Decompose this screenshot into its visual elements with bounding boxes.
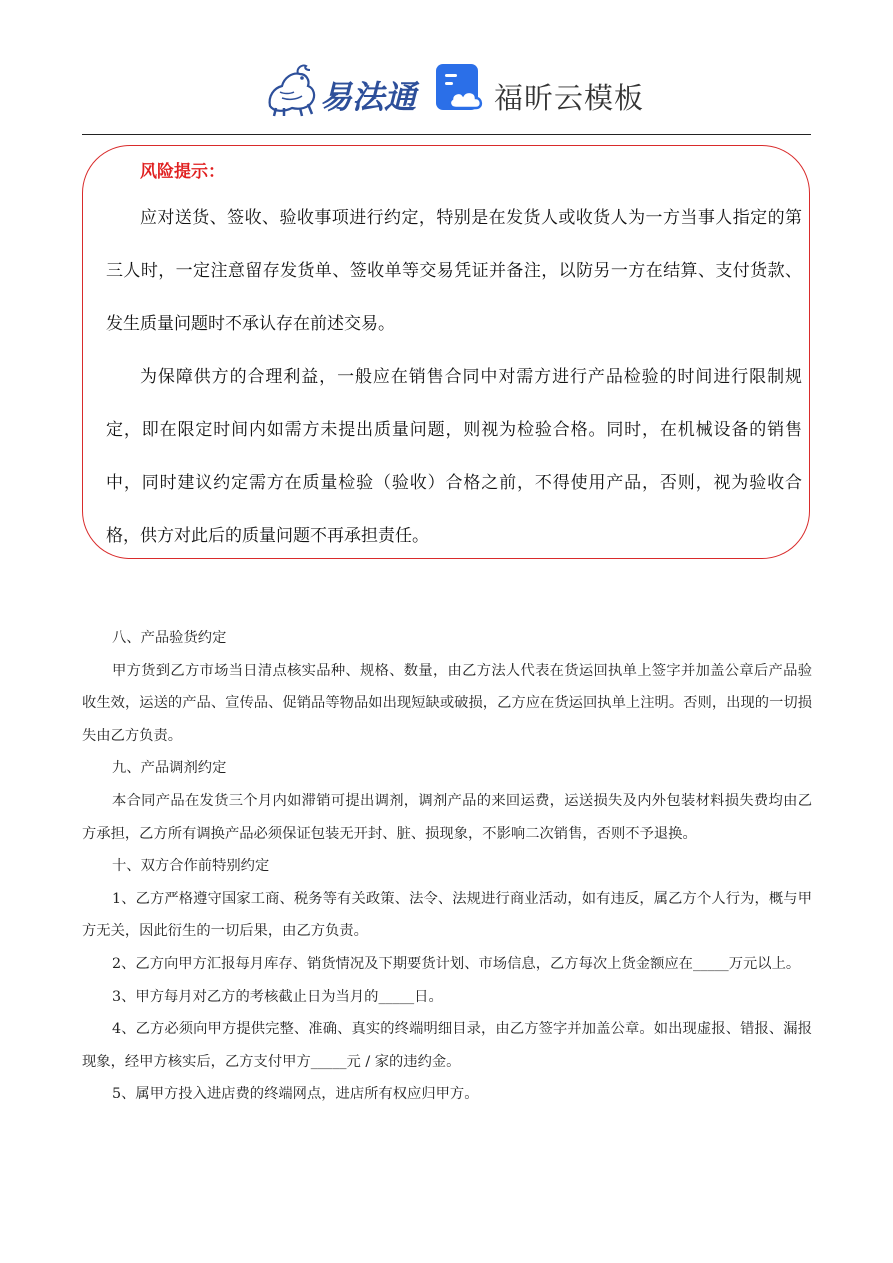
page-header — [0, 56, 893, 126]
yifatong-logo — [262, 62, 422, 120]
body-paragraph: 5、属甲方投入进店费的终端网点，进店所有权应归甲方。 — [112, 1086, 479, 1103]
cloud-document-icon — [436, 64, 486, 116]
foxit-template-logo — [436, 64, 656, 120]
contract-body — [82, 622, 812, 1111]
logo2-name: 福昕云模板 — [494, 81, 645, 115]
body-paragraph: 本合同产品在发货三个月内如滞销可提出调剂，调剂产品的来回运费，运送损失及内外包装材料损失费均由乙方承担，乙方所有调换产品必须保证包装无开封、脏、损现象，不影响二次销售，否则不予退换。 — [82, 792, 812, 842]
risk-paragraph: 为保障供方的合理利益，一般应在销售合同中对需方进行产品检验的时间进行限制规定，即在限定时间内如需方未提出质量问题，则视为检验合格。同时，在机械设备的销售中，同时建议约定需方在质量检验（验收）合格之前，不得使用产品，否则，视为验收合格，供方对此后的质量问题不再承担责任。 — [106, 367, 802, 546]
body-paragraph: 2、乙方向甲方汇报每月库存、销货情况及下期要货计划、市场信息，乙方每次上货金额应在_____万元以上。 — [112, 955, 801, 972]
header-divider — [82, 134, 811, 135]
risk-title: 风险提示： — [140, 162, 225, 182]
body-paragraph: 3、甲方每月对乙方的考核截止日为当月的_____日。 — [112, 988, 443, 1005]
section-heading: 十、双方合作前特别约定 — [112, 858, 270, 875]
qilin-mascot-icon — [262, 62, 322, 118]
section-heading: 九、产品调剂约定 — [112, 760, 227, 777]
logo1-name: 易法通 — [320, 78, 417, 116]
body-paragraph: 1、乙方严格遵守国家工商、税务等有关政策、法令、法规进行商业活动，如有违反，属乙方个人行为，概与甲方无关，因此衍生的一切后果，由乙方负责。 — [82, 890, 812, 940]
body-paragraph: 甲方货到乙方市场当日清点核实品种、规格、数量，由乙方法人代表在货运回执单上签字并加盖公章后产品验收生效，运送的产品、宣传品、促销品等物品如出现短缺或破损，乙方应在货运回执单上注明。否则，出现的一切损失由乙方负责。 — [82, 662, 812, 744]
risk-paragraph: 应对送货、签收、验收事项进行约定，特别是在发货人或收货人为一方当事人指定的第三人时，一定注意留存发货单、签收单等交易凭证并备注，以防另一方在结算、支付货款、发生质量问题时不承认存在前述交易。 — [106, 208, 802, 334]
body-paragraph: 4、乙方必须向甲方提供完整、准确、真实的终端明细目录，由乙方签字并加盖公章。如出现虚报、错报、漏报现象，经甲方核实后，乙方支付甲方_____元 / 家的违约金。 — [82, 1021, 812, 1070]
section-heading: 八、产品验货约定 — [112, 630, 227, 646]
